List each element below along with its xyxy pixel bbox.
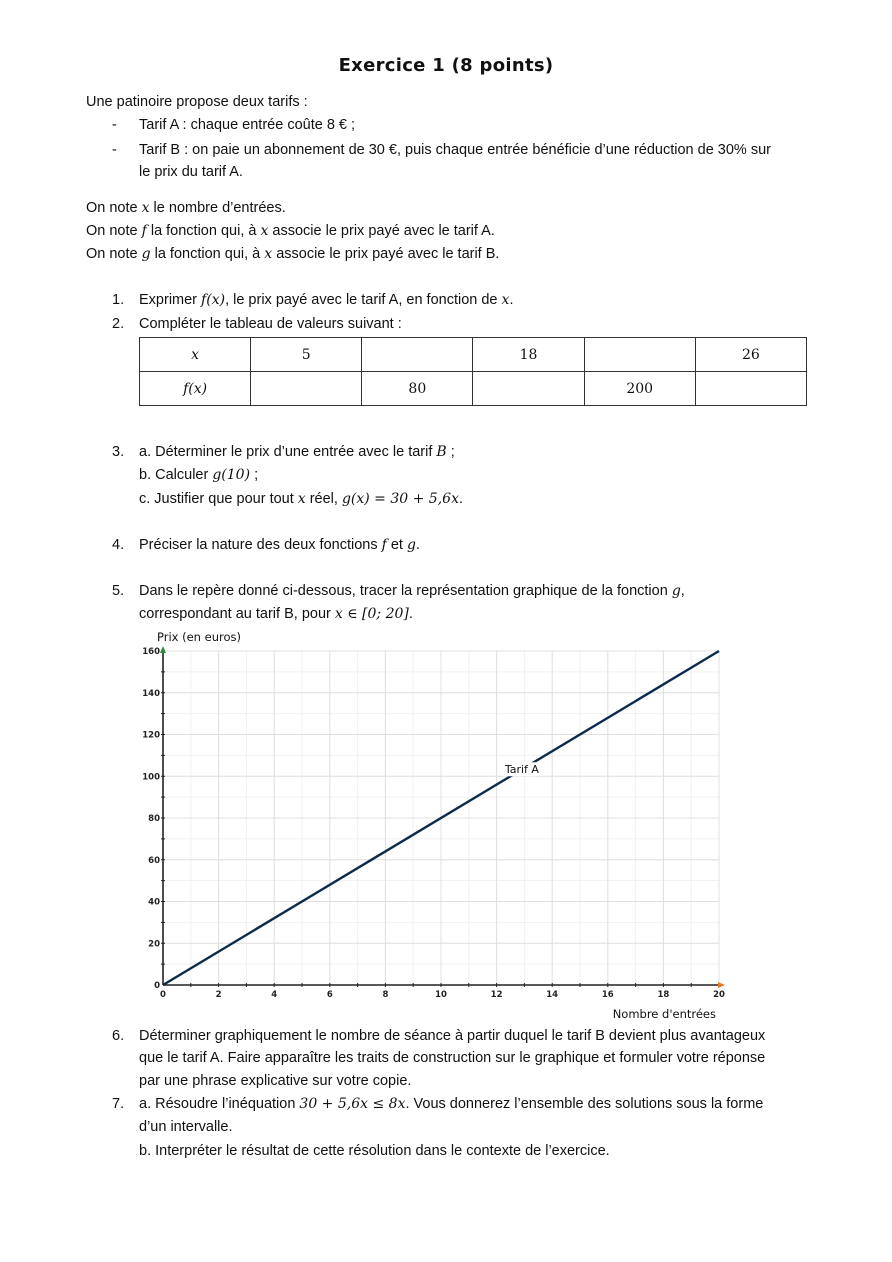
math-var: g — [671, 583, 681, 599]
x-axis-label: Nombre d'entrées — [612, 1007, 716, 1021]
x-tick-label: 6 — [326, 990, 333, 1000]
q-text: ; — [250, 467, 259, 483]
q-text: Préciser la nature des deux fonctions — [139, 537, 382, 553]
table-header-x: x — [140, 338, 251, 372]
tarif-a-text: Tarif A : chaque entrée coûte 8 € ; — [139, 117, 356, 133]
question-7b: b. Interpréter le résultat de cette résolution dans le contexte de l’exercice. — [139, 1143, 610, 1159]
question-6-line1: Déterminer graphiquement le nombre de séance à partir duquel le tarif B devient plus avantageux — [139, 1028, 766, 1044]
note-x — [86, 200, 286, 216]
math-var: f — [381, 537, 387, 553]
note-text: associe le prix payé avec le tarif B. — [272, 246, 500, 262]
note-text: On note — [86, 200, 142, 216]
x-tick-label: 2 — [215, 990, 222, 1000]
x-tick-label: 18 — [657, 990, 670, 1000]
math-var: g — [141, 246, 151, 262]
math-expr: g(x) = 30 + 5,6x — [341, 491, 459, 507]
note-f — [86, 223, 495, 239]
x-tick-label: 8 — [382, 990, 389, 1000]
tarif-a-bullet: - — [112, 117, 117, 133]
note-g — [86, 246, 499, 262]
table-cell[interactable]: 18 — [473, 338, 584, 372]
y-tick-label: 80 — [148, 814, 160, 824]
tarif-b-bullet: - — [112, 142, 117, 158]
question-5-line1 — [139, 583, 685, 599]
q-text: Dans le repère donné ci-dessous, tracer la représentation graphique de la fonction — [139, 583, 672, 599]
tarif-b-text: Tarif B : on paie un abonnement de 30 €, puis chaque entrée bénéficie d’une réduction de 30% sur — [139, 142, 771, 158]
y-tick-label: 160 — [142, 647, 160, 657]
y-tick-label: 140 — [142, 688, 160, 699]
y-tick-label: 100 — [142, 772, 160, 783]
intro-text: Une patinoire propose deux tarifs : — [86, 94, 308, 110]
y-tick-label: 20 — [148, 939, 160, 950]
question-6-line3: par une phrase explicative sur votre copie. — [139, 1073, 412, 1089]
q-text: b. Calculer — [139, 467, 213, 483]
math-var: g — [406, 537, 416, 553]
q-text: Exprimer — [139, 292, 202, 308]
question-1-number: 1. — [112, 292, 125, 308]
y-tick-label: 40 — [148, 897, 160, 908]
question-7a-cont: d’un intervalle. — [139, 1119, 233, 1135]
q-text: , — [680, 583, 685, 599]
table-cell[interactable]: 26 — [695, 338, 806, 372]
price-chart — [0, 625, 892, 1025]
table-cell[interactable] — [695, 372, 806, 406]
note-text: On note — [86, 223, 142, 239]
question-6-number: 6. — [112, 1028, 125, 1044]
table-header-fx: f(x) — [140, 372, 251, 406]
q-text: correspondant au tarif B, pour — [139, 606, 335, 622]
math-var: x — [260, 223, 269, 239]
math-expr: f(x) — [201, 292, 226, 308]
x-axis-arrow-icon — [718, 982, 725, 988]
math-expr: g(10) — [212, 467, 251, 483]
table-cell[interactable] — [473, 372, 584, 406]
math-var: B — [436, 444, 447, 460]
question-4-text — [139, 537, 420, 553]
tarif-b-text-cont: le prix du tarif A. — [139, 164, 243, 180]
table-row — [140, 338, 807, 372]
q-text: . — [509, 292, 514, 308]
question-2-number: 2. — [112, 316, 125, 332]
math-var: x — [501, 292, 510, 308]
x-tick-label: 14 — [546, 990, 559, 1000]
math-var: x — [297, 491, 306, 507]
question-3a — [139, 444, 455, 460]
x-tick-label: 4 — [271, 990, 278, 1000]
table-cell[interactable] — [362, 338, 473, 372]
q-text: ; — [446, 444, 455, 460]
series-label-tarif-a: Tarif A — [504, 763, 539, 777]
question-3b — [139, 467, 258, 483]
math-expr: x ∈ [0; 20] — [334, 606, 409, 622]
question-3c — [139, 491, 463, 507]
question-7-number: 7. — [112, 1096, 125, 1112]
question-5-number: 5. — [112, 583, 125, 599]
math-expr: 30 + 5,6x ≤ 8x — [299, 1096, 406, 1112]
y-tick-label: 0 — [154, 981, 160, 991]
note-text: le nombre d’entrées. — [149, 200, 286, 216]
note-text: On note — [86, 246, 142, 262]
question-4-number: 4. — [112, 537, 125, 553]
q-text: . — [408, 606, 413, 622]
question-1-text — [139, 292, 513, 308]
q-text: réel, — [305, 491, 342, 507]
table-cell[interactable] — [584, 338, 695, 372]
q-text: . Vous donnerez l’ensemble des solutions sous la forme — [405, 1096, 764, 1112]
table-cell[interactable]: 80 — [362, 372, 473, 406]
q-text: , le prix payé avec le tarif A, en fonction de — [225, 292, 502, 308]
question-7a — [139, 1096, 763, 1112]
note-text: associe le prix payé avec le tarif A. — [268, 223, 495, 239]
x-tick-label: 16 — [601, 990, 614, 1000]
y-axis-arrow-icon — [160, 646, 166, 653]
y-axis-label: Prix (en euros) — [157, 630, 241, 644]
q-text: a. Déterminer le prix d’une entrée avec le tarif — [139, 444, 437, 460]
y-tick-label: 120 — [142, 730, 160, 741]
x-tick-label: 10 — [435, 990, 447, 1000]
q-text: c. Justifier que pour tout — [139, 491, 298, 507]
y-tick-label: 60 — [148, 855, 160, 866]
question-2-text: Compléter le tableau de valeurs suivant : — [139, 316, 402, 332]
table-cell[interactable] — [251, 372, 362, 406]
note-text: la fonction qui, à — [150, 246, 265, 262]
table-row — [140, 372, 807, 406]
table-cell[interactable]: 200 — [584, 372, 695, 406]
q-text: . — [415, 537, 420, 553]
exercise-title: Exercice 1 (8 points) — [338, 55, 554, 76]
math-var: f — [141, 223, 147, 239]
x-tick-label: 12 — [490, 990, 503, 1000]
question-6-line2: que le tarif A. Faire apparaître les traits de construction sur le graphique et formuler votre réponse — [139, 1050, 766, 1066]
question-5-line2 — [139, 606, 413, 622]
q-text: . — [458, 491, 464, 507]
question-3-number: 3. — [112, 444, 125, 460]
table-cell[interactable]: 5 — [251, 338, 362, 372]
q-text: a. Résoudre l’inéquation — [139, 1096, 300, 1112]
x-tick-label: 20 — [713, 990, 725, 1000]
q-text: et — [386, 537, 407, 553]
math-var: x — [264, 246, 273, 262]
values-table — [139, 337, 807, 406]
note-text: la fonction qui, à — [146, 223, 261, 239]
x-tick-label: 0 — [160, 990, 166, 1000]
math-var: x — [141, 200, 150, 216]
